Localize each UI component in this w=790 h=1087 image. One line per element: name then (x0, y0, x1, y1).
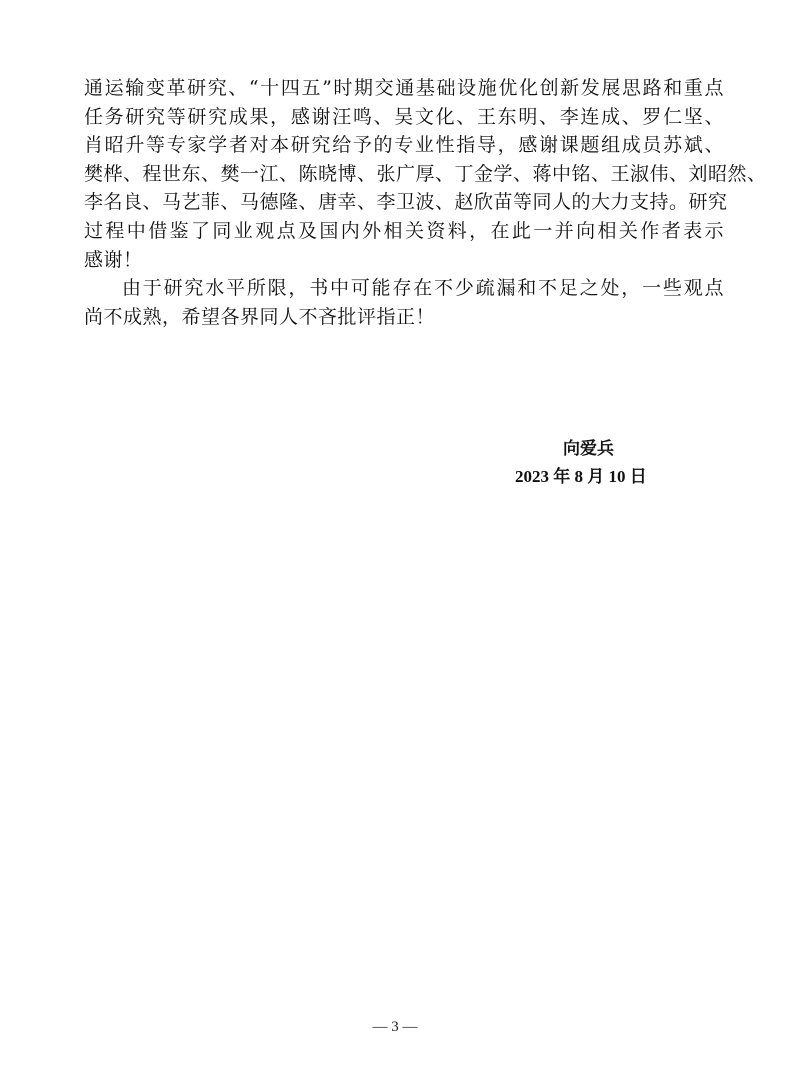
text-line: 感谢！ (84, 248, 143, 271)
signature-date: 2023 年 8 月 10 日 (515, 467, 647, 486)
paragraph-closing (84, 274, 724, 331)
signature-block (505, 436, 695, 492)
author-name: 向爱兵 (563, 439, 614, 459)
text-line: 李名良、马艺菲、马德隆、唐幸、李卫波、赵欣苗等同人的大力支持。研究 (84, 191, 728, 214)
text-line: 过程中借鉴了同业观点及国内外相关资料，在此一并向相关作者表示 (84, 219, 724, 242)
text-line: 樊桦、程世东、樊一江、陈晓博、张广厚、丁金学、蒋中铭、王淑伟、刘昭然、 (84, 162, 767, 185)
paragraph-acknowledgements (84, 74, 767, 274)
text-line: 通运输变革研究、“十四五”时期交通基础设施优化创新发展思路和重点 (84, 77, 724, 99)
text-line: 肖昭升等专家学者对本研究给予的专业性指导，感谢课题组成员苏斌、 (84, 134, 724, 157)
page-number: — 3 — (372, 1019, 418, 1035)
text-line: 尚不成熟，希望各界同人不吝批评指正！ (84, 305, 436, 328)
text-line: 由于研究水平所限，书中可能存在不少疏漏和不足之处，一些观点 (122, 277, 724, 300)
text-line: 任务研究等研究成果，感谢汪鸣、吴文化、王东明、李连成、罗仁坚、 (84, 105, 724, 128)
body-text (84, 74, 767, 331)
